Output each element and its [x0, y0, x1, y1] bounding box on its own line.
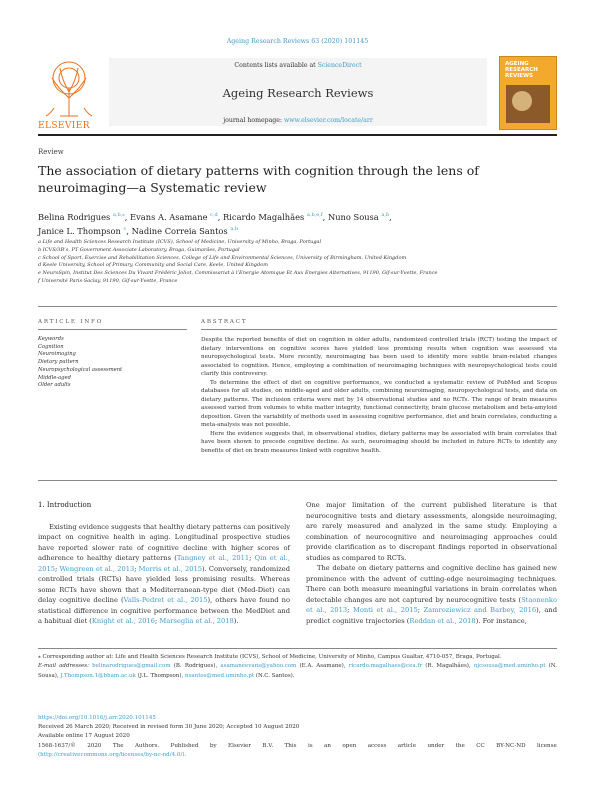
body-right-column [306, 500, 557, 627]
article-section: Review [38, 148, 64, 156]
abstract-rule [201, 329, 557, 330]
email-label: E-mail addresses: [38, 663, 89, 670]
elsevier-wordmark: ELSEVIER [38, 121, 90, 131]
author-name[interactable]: Nadine Correia Santos [131, 226, 228, 237]
license-url[interactable]: (http://creativecommons.org/licenses/by-nc-nd/4.0/). [38, 751, 187, 758]
email-link[interactable]: ricardo.magalhaes@cea.fr [348, 663, 423, 670]
journal-cover-thumbnail[interactable] [499, 56, 557, 130]
abstract-paragraph: Here the evidence suggests that, in observational studies, dietary patterns may be associated with brain correlates that have been shown to precede cognitive decline. As such, neuroimaging should be included in future RCTs to identify any benefits of diet on brain measures linked with cognitive health. [201, 430, 557, 454]
citation-link[interactable]: Zamroziewicz and Barbey, 2016 [423, 606, 537, 615]
journal-name: Ageing Research Reviews [222, 86, 374, 100]
article-metadata [38, 714, 557, 760]
citation-link[interactable]: Tangney et al., 2011 [176, 554, 250, 563]
citation-link[interactable]: Morris et al., 2015 [138, 564, 202, 573]
keyword-item: Cognition [38, 343, 64, 350]
abstract-body [201, 336, 557, 455]
email-addresses: E-mail addresses: belinarodrigues@gmail.com (B. Rodrigues), asamaneevans@yahoo.com (E.A. Asamane), ricardo.magalhaes@cea.fr (R. Magalhães), njcsousa@med.uminho.pt (N. Sousa), J.Thompson.1@bham.ac.uk (J.L. Thompson), nsantos@med.uminho.pt (N.C. Santos). [38, 663, 557, 679]
citation-link[interactable]: Staonenko et al., 2013 [306, 595, 557, 615]
body-paragraph: Existing evidence suggests that healthy dietary patterns can positively impact on cognitive health in aging. Longitudinal prospective studies have reported slower rate of cognitive decline with higher scores of adherence to healthy dietary patterns (Tangney et al., 2011; Qin et al., 2015; Wengreen et al., 2013; Morris et al., 2015). Conversely, randomized controlled trials (RCTs) have yielded less promising results. Whereas some RCTs have shown that a Mediterranean-type diet (Med-Diet) can delay cognitive decline (Valls-Pedret et al., 2015), others have found no statistical difference in cognitive performance between the MedDiet and a habitual diet (Knight et al., 2016; Marseglia et al., 2018). [38, 522, 291, 626]
keyword-item: Middle-aged [38, 374, 71, 381]
available-online: Available online 17 August 2020 [38, 733, 130, 740]
author-name[interactable]: Ricardo Magalhães [223, 211, 305, 222]
author-affiliation-mark[interactable]: a,b [230, 226, 239, 233]
keyword-item: Neuropsychological assessment [38, 366, 123, 373]
contents-prefix: Contents lists available at [234, 62, 316, 69]
body-paragraph: One major limitation of the current published literature is that neurocognitive tests and dietary assessments, alongside neuroimaging, are rarely measured and analyzed in the same study. Employing a combination of neurocognitive and neuroimaging approaches could provide clarification as to discrepant findings reported in observational studies as compared to RCTs. [306, 501, 557, 562]
affiliation-item: e NeuroSpin, Institut Des Sciences Du Vivant Frédéric Joliot, Commissariat à l’Energie Atomique Et Aux Energies Alternatives, 91190, Gif-sur-Yvette, France [38, 270, 438, 277]
affiliations [38, 239, 548, 286]
abstract-paragraph: To determine the effect of diet on cognitive performance, we conducted a systematic review of PubMed and Scopus databases for all studies, on middle-aged and older adults, combining neuroimaging, neuropsychological tests, and data on dietary patterns. The inclusion criteria were met by 14 observational studies and no RCTs. The range of brain measures assessed varied from volumes to white matter integrity, functional connectivity, brain glucose metabolism and beta-amyloid deposition. Given the variability of methods used in assessing cognitive performance, diet and brain correlates, conducting a meta-analysis was not possible. [201, 379, 557, 428]
email-link[interactable]: belinarodrigues@gmail.com [92, 663, 171, 670]
journal-citation[interactable]: Ageing Research Reviews 63 (2020) 101145 [226, 38, 369, 45]
keywords-block [38, 336, 188, 390]
cover-image-detail [512, 91, 532, 111]
email-link[interactable]: J.Thompson.1@bham.ac.uk [60, 672, 136, 679]
author-affiliation-mark[interactable]: a,b,e,f [306, 212, 323, 218]
keyword-item: Dietary pattern [38, 359, 79, 366]
author-name[interactable]: Janice L. Thompson [38, 226, 121, 237]
received-dates: Received 26 March 2020; Received in revised form 30 June 2020; Accepted 10 August 2020 [38, 724, 300, 731]
citation-link[interactable]: Qin et al., 2015 [38, 554, 291, 573]
author-affiliation-mark[interactable]: c [123, 226, 127, 233]
homepage-line [109, 117, 487, 124]
author-list: Belina Rodrigues $^{a,b,⁎}$, Evans A. Asamane $^{c,d}$, Ricardo Magalhães $^{a,b,e,f}$, Nuno Sousa $^{a,b}$, Janice L. Thompson $^c$, Nadine Correia Santos $^{a,b}$ [38, 211, 392, 237]
keyword-item: Neuroimaging [38, 351, 76, 358]
author-name[interactable]: Evans A. Asamane [130, 211, 208, 222]
corresponding-author-note: ⁎ Corresponding author at: Life and Health Sciences Research Institute (ICVS), School of Medicine, University of Minho, Campus Gualtar, 4710-057, Braga, Portugal. [38, 654, 502, 660]
license-line: 1568-1637/© 2020 The Authors. Published by Elsevier B.V. This is an open access article under the CC BY-NC-ND license [38, 742, 557, 749]
citation-link[interactable]: Wengreen et al., 2013 [59, 564, 135, 573]
footnote [38, 653, 557, 681]
author-name[interactable]: Belina Rodrigues [38, 211, 111, 222]
email-link[interactable]: njcsousa@med.uminho.pt [473, 663, 546, 670]
doi-link[interactable]: https://doi.org/10.1016/j.arr.2020.101145 [38, 715, 156, 721]
keywords-label: Keywords [38, 336, 64, 342]
homepage-prefix: journal homepage: [223, 117, 282, 124]
header-rule [38, 134, 557, 136]
citation-link[interactable]: Marseglia et al., 2018 [159, 617, 234, 626]
article-info-heading: ARTICLE INFO [38, 319, 104, 325]
affiliation-item: c School of Sport, Exercise and Rehabilitation Sciences, College of Life and Environmental Sciences, University of Birmingham, United Kingdom [38, 254, 407, 261]
cover-title: AGEING RESEARCH REVIEWS [505, 61, 538, 79]
sciencedirect-link[interactable]: ScienceDirect [317, 62, 362, 69]
article-title: The association of dietary patterns with cognition through the lens of neuroimaging—a Systematic review [38, 163, 479, 195]
affiliation-item: f Université Paris-Saclay, 91190, Gif-sur-Yvette, France [38, 277, 178, 284]
body-paragraph: The debate on dietary patterns and cognitive decline has gained new prominence with the advent of cutting-edge neuroimaging techniques. There can both measure meaningful variations in brain correlates when detectable changes are not captured by neurocognitive tests (Staonenko et al., 2013; Monti et al., 2015; Zamroziewicz and Barbey, 2016), and predict cognitive trajectories (Reddan et al., 2018). For instance, [306, 564, 557, 626]
citation-link[interactable]: Knight et al., 2016 [91, 617, 156, 626]
citation-link[interactable]: Monti et al., 2015 [352, 606, 418, 615]
abstract-heading: ABSTRACT [201, 319, 248, 325]
affiliation-item: b ICVS/3B’s, PT Government Associate Laboratory, Braga, Guimarães, Portugal [38, 246, 240, 253]
keyword-item: Older adults [38, 382, 71, 389]
introduction-heading: 1. Introduction [38, 501, 92, 509]
author-affiliation-mark[interactable]: a,b,⁎ [112, 212, 125, 218]
article-info-rule [38, 329, 187, 330]
abstract-bottom-rule [38, 480, 557, 481]
citation-link[interactable]: Reddan et al., 2018 [409, 617, 476, 626]
author-name[interactable]: Nuno Sousa [327, 211, 379, 222]
author-affiliation-mark[interactable]: a,b [381, 212, 390, 218]
section-rule [38, 306, 557, 307]
affiliation-item: d Keele University, School of Primary, Community and Social Care, Keele, United Kingdom [38, 262, 268, 269]
homepage-link[interactable]: www.elsevier.com/locate/arr [283, 117, 373, 124]
citation-link[interactable]: Valls-Pedret et al., 2015 [123, 596, 208, 605]
affiliation-item: a Life and Health Sciences Research Institute (ICVS), School of Medicine, University of Minho, Braga, Portugal [38, 239, 322, 245]
body-left-column [38, 500, 290, 627]
email-link[interactable]: nsantos@med.uminho.pt [185, 672, 255, 679]
footnote-rule [38, 648, 557, 649]
author-affiliation-mark[interactable]: c,d [210, 212, 218, 218]
email-link[interactable]: asamaneevans@yahoo.com [220, 663, 297, 670]
abstract-paragraph: Despite the reported benefits of diet on cognition in older adults, randomized controlled trials (RCT) testing the impact of dietary interventions on cognitive scores have yielded less promising results when cognition was assessed via neuropsychological tests. More recently, neuroimaging has been used to identify more subtle brain-related changes associated to cognition. Hence, employing a combination of neuroimaging techniques with neuropsychological tests could clarify this controversy. [201, 337, 557, 377]
contents-line [109, 62, 487, 69]
